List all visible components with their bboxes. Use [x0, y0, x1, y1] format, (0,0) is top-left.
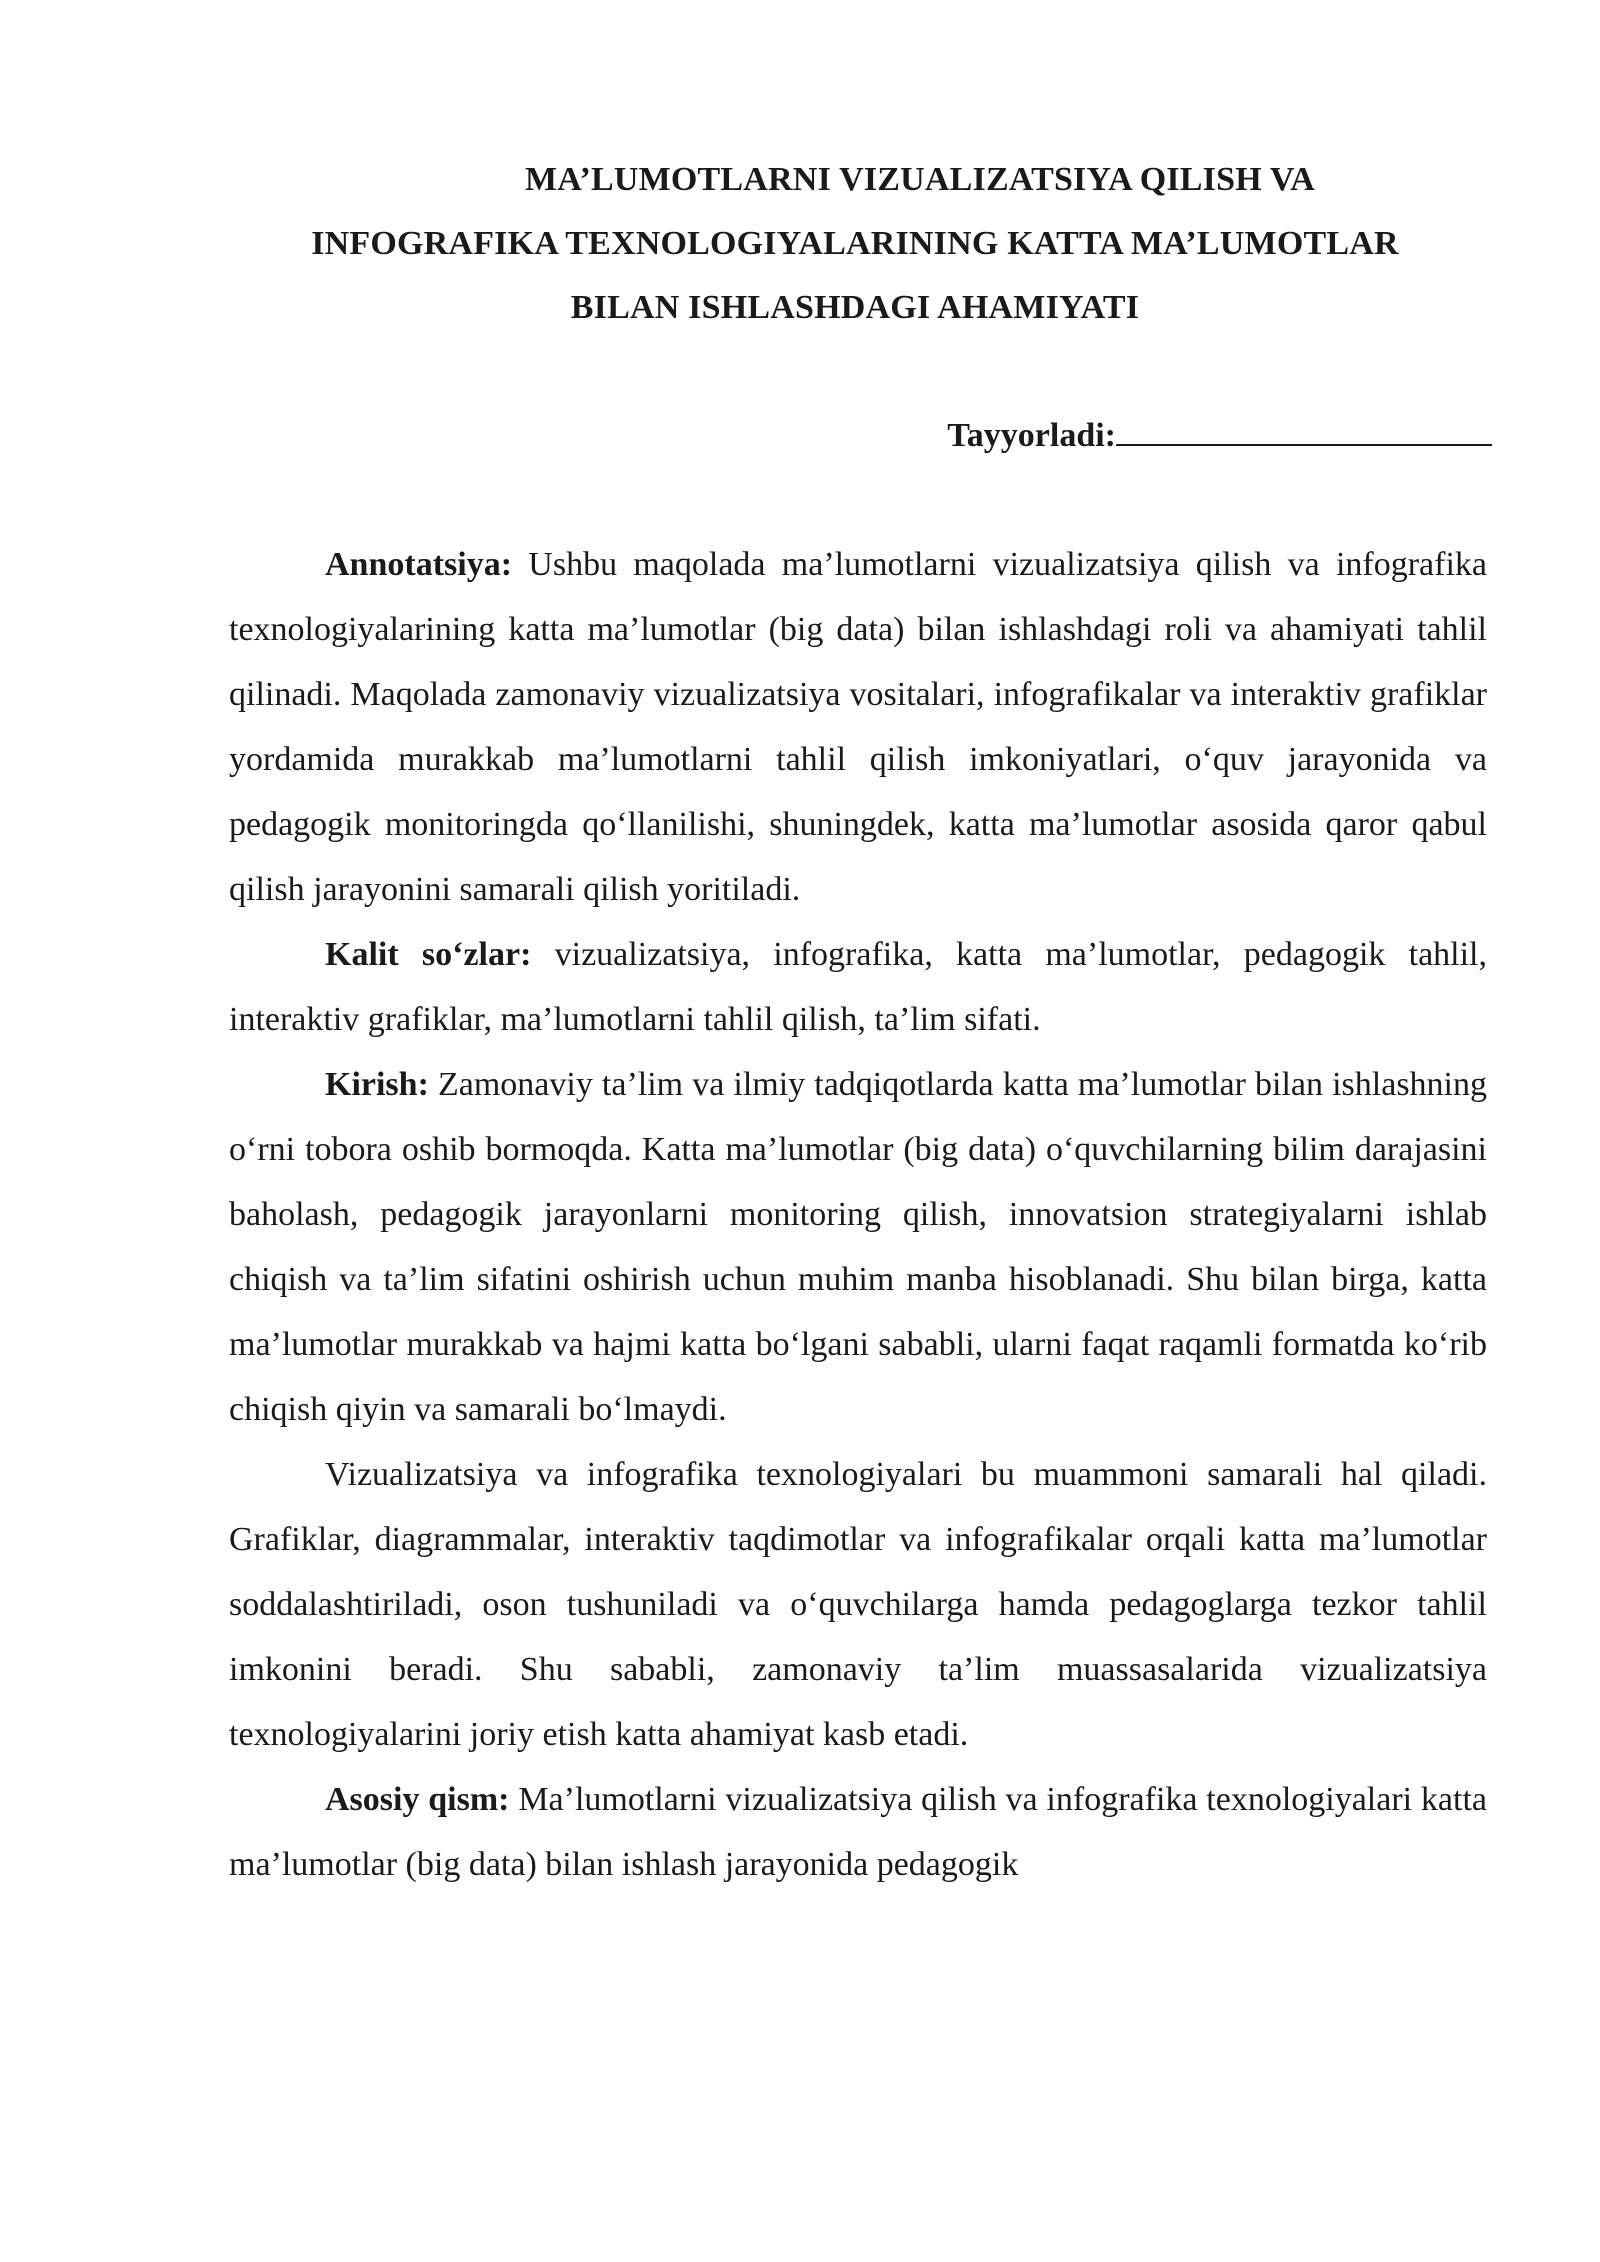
main-part-text: Ma’lumotlarni vizualizatsiya qilish va infografika texnologiyalari katta ma’lumotlar (big data) bilan ishlash jarayonida pedagogik: [229, 1781, 1487, 1883]
annotation-paragraph: [229, 532, 1487, 922]
paper-body: [229, 532, 1487, 1897]
keywords-heading: Kalit so‘zlar:: [325, 936, 532, 973]
author-label: Tayyorladi:: [947, 417, 1116, 454]
visualization-text: Vizualizatsiya va infografika texnologiyalari bu muammoni samarali hal qiladi. Grafiklar, diagrammalar, interaktiv taqdimotlar va infografikalar orqali katta ma’lumotlar soddalashtiriladi, oson tushuniladi va o‘quvchilarga hamda pedagoglarga tezkor tahlil imkonini beradi. Shu sababli, zamonaviy ta’lim muassasalarida vizualizatsiya texnologiyalarini joriy etish katta ahamiyat kasb etadi.: [229, 1456, 1487, 1753]
visualization-paragraph: [229, 1442, 1487, 1767]
introduction-paragraph: [229, 1052, 1487, 1442]
paper-title: [230, 148, 1480, 340]
title-line-3: BILAN ISHLASHDAGI AHAMIYATI: [570, 289, 1140, 326]
title-line-1: MA’LUMOTLARNI VIZUALIZATSIYA QILISH VA: [524, 161, 1316, 198]
title-line-2: INFOGRAFIKA TEXNOLOGIYALARINING KATTA MA’LUMOTLAR: [311, 225, 1399, 262]
introduction-text: Zamonaviy ta’lim va ilmiy tadqiqotlarda katta ma’lumotlar bilan ishlashning o‘rni tobora oshib bormoqda. Katta ma’lumotlar (big data) o‘quvchilarning bilim darajasini baholash, pedagogik jarayonlarni monitoring qilish, innovatsion strategiyalarni ishlab chiqish va ta’lim sifatini oshirish uchun muhim manba hisoblanadi. Shu bilan birga, katta ma’lumotlar murakkab va hajmi katta bo‘lgani sababli, ularni faqat raqamli formatda ko‘rib chiqish qiyin va samarali bo‘lmaydi.: [229, 1066, 1487, 1428]
main-part-paragraph: [229, 1767, 1487, 1897]
annotation-text: Ushbu maqolada ma’lumotlarni vizualizatsiya qilish va infografika texnologiyalarining katta ma’lumotlar (big data) bilan ishlashdagi roli va ahamiyati tahlil qilinadi. Maqolada zamonaviy vizualizatsiya vositalari, infografikalar va interaktiv grafiklar yordamida murakkab ma’lumotlarni tahlil qilish imkoniyatlari, o‘quv jarayonida va pedagogik monitoringda qo‘llanilishi, shuningdek, katta ma’lumotlar asosida qaror qabul qilish jarayonini samarali qilish yoritiladi.: [229, 546, 1487, 908]
introduction-heading: Kirish:: [325, 1066, 429, 1103]
keywords-paragraph: [229, 922, 1487, 1052]
keywords-text: vizualizatsiya, infografika, katta ma’lumotlar, pedagogik tahlil, interaktiv grafiklar, ma’lumotlarni tahlil qilish, ta’lim sifati.: [229, 936, 1488, 1038]
author-blank-line: [1116, 408, 1492, 446]
main-part-heading: Asosiy qism:: [325, 1781, 510, 1818]
author-line: [947, 408, 1492, 455]
annotation-heading: Annotatsiya:: [325, 546, 513, 583]
